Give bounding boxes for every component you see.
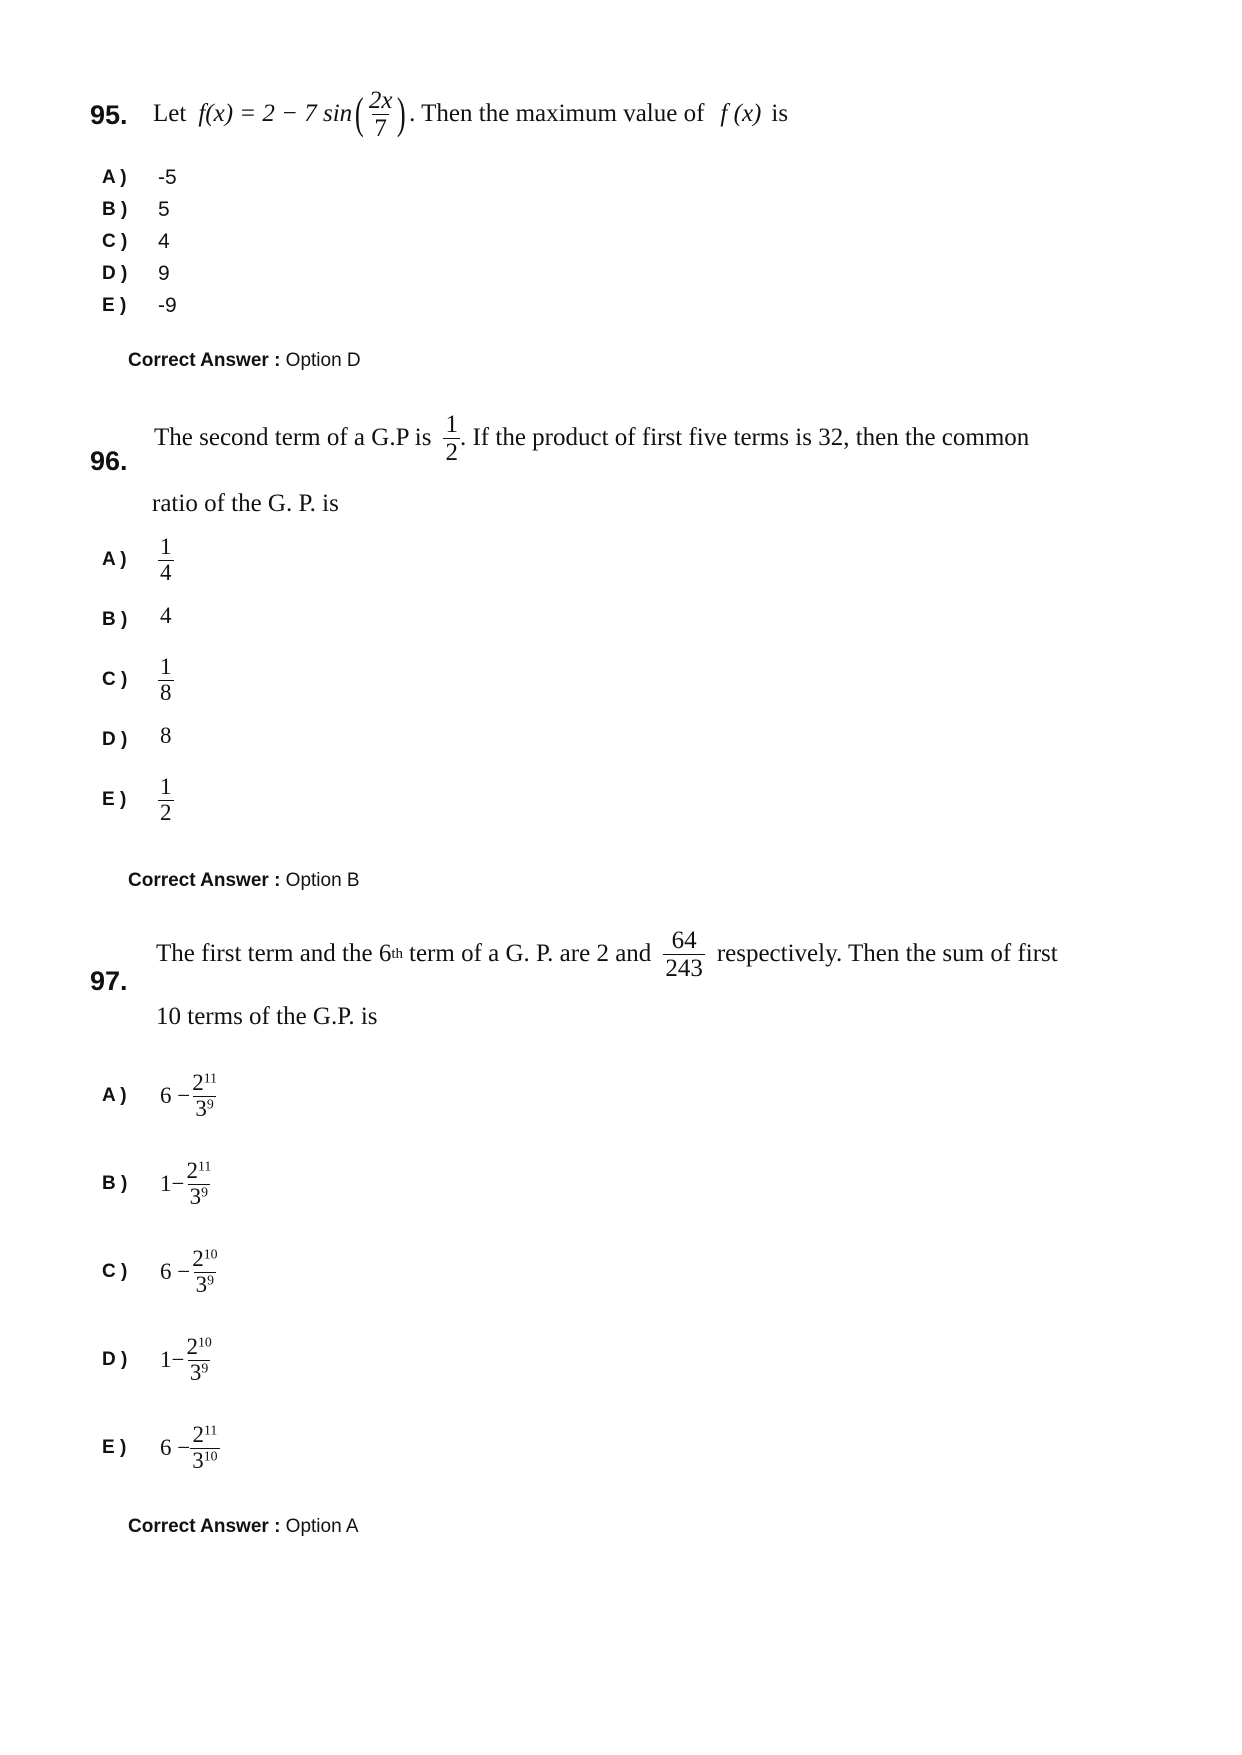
answer-value: Option A <box>285 1516 359 1537</box>
option-text: 9 <box>158 262 170 285</box>
option-b[interactable] <box>102 590 174 650</box>
expr-lead: 1− <box>160 1347 185 1372</box>
option-c[interactable] <box>102 1228 220 1316</box>
frac-num: 1 <box>160 773 172 799</box>
option-d[interactable] <box>102 710 174 770</box>
question-95-number: 95. <box>90 100 128 130</box>
expr-fraction <box>184 1335 213 1386</box>
num-exp: 10 <box>197 1334 212 1350</box>
expr-fraction <box>184 1159 213 1210</box>
q95-function-2: f (x) <box>720 100 762 127</box>
option-a[interactable] <box>102 1052 220 1140</box>
option-letter: D ) <box>102 263 128 284</box>
option-fraction <box>158 535 174 586</box>
q96-frac-den: 2 <box>445 438 458 466</box>
expr-fraction <box>190 1247 219 1298</box>
question-96-number: 96. <box>90 446 128 476</box>
frac-num: 1 <box>160 653 172 679</box>
den-exp: 9 <box>201 1183 209 1199</box>
option-expression <box>160 1071 219 1122</box>
option-text: 5 <box>158 198 170 221</box>
q97-stem-mid: term of a G. P. are 2 and <box>409 940 652 967</box>
option-letter: B ) <box>102 1173 128 1194</box>
q97-frac-den: 243 <box>665 954 703 982</box>
den-exp: 9 <box>207 1271 215 1287</box>
option-letter: A ) <box>102 549 127 570</box>
option-c[interactable] <box>102 226 177 258</box>
option-b[interactable] <box>102 194 177 226</box>
num-base: 2 <box>192 1421 204 1447</box>
option-letter: B ) <box>102 609 128 630</box>
num-exp: 11 <box>203 1422 218 1438</box>
q95-frac-num: 2x <box>368 86 393 114</box>
option-text: 4 <box>158 230 170 253</box>
den-exp: 9 <box>206 1095 214 1111</box>
num-base: 2 <box>186 1157 198 1183</box>
option-c[interactable] <box>102 650 174 710</box>
question-97-number: 97. <box>90 966 128 996</box>
option-letter: A ) <box>102 167 127 188</box>
question-97-stem-line1: The first term and the 6 th term of a G. P. are 2 and $\frac{64}{243}$ respectively. Then the sum of first <box>156 926 1058 982</box>
den-base: 3 <box>189 1183 202 1209</box>
den-base: 3 <box>189 1359 202 1385</box>
option-expression <box>160 1159 213 1210</box>
num-base: 2 <box>192 1069 204 1095</box>
option-letter: C ) <box>102 1261 128 1282</box>
option-letter: A ) <box>102 1085 127 1106</box>
option-text: -9 <box>158 294 177 317</box>
q95-frac-den: 7 <box>374 114 387 142</box>
option-letter: E ) <box>102 295 127 316</box>
question-96-stem-line1 <box>154 406 1029 470</box>
q97-stem-pre: The first term and the 6 <box>156 940 392 967</box>
q95-fraction <box>367 87 395 142</box>
q95-stem-pre: Let <box>153 100 187 127</box>
q97-correct-answer <box>128 1516 359 1538</box>
expr-lead: 1− <box>160 1171 185 1196</box>
q95-options <box>102 162 177 322</box>
q96-options <box>102 530 174 830</box>
expr-lead: 6 − <box>160 1435 191 1460</box>
answer-value: Option D <box>285 350 361 371</box>
option-d[interactable] <box>102 258 177 290</box>
option-fraction <box>158 775 174 826</box>
q97-stem-post: respectively. Then the sum of first <box>716 940 1058 967</box>
option-e[interactable] <box>102 1404 220 1492</box>
question-95-stem <box>153 78 788 150</box>
frac-num: 1 <box>160 533 172 559</box>
answer-label: Correct Answer : <box>128 870 281 891</box>
num-base: 2 <box>192 1245 204 1271</box>
option-e[interactable] <box>102 770 174 830</box>
question-96-stem-line2: ratio of the G. P. is <box>152 490 339 517</box>
option-text: -5 <box>158 166 177 189</box>
option-letter: C ) <box>102 669 128 690</box>
option-expression <box>160 1247 220 1298</box>
expr-lead: 6 − <box>160 1259 191 1284</box>
q95-stem-end: is <box>771 100 789 127</box>
q96-frac-num: 1 <box>445 410 458 438</box>
question-97-stem-line2: 10 terms of the G.P. is <box>156 1003 378 1030</box>
q96-stem-post: . If the product of first five terms is 32, then the common <box>459 424 1030 451</box>
expr-lead: 6 − <box>160 1083 191 1108</box>
option-fraction <box>158 655 174 706</box>
q95-function: f(x) = 2 − 7 sin <box>198 100 353 127</box>
option-letter: E ) <box>102 1437 127 1458</box>
option-letter: C ) <box>102 231 128 252</box>
option-expression <box>160 1423 220 1474</box>
num-exp: 11 <box>203 1070 218 1086</box>
option-letter: B ) <box>102 199 128 220</box>
den-exp: 10 <box>203 1447 218 1463</box>
frac-den: 4 <box>160 559 172 585</box>
answer-label: Correct Answer : <box>128 1516 281 1537</box>
option-expression <box>160 1335 214 1386</box>
q97-fraction <box>663 927 705 982</box>
q97-frac-num: 64 <box>671 926 697 954</box>
expr-fraction <box>190 1423 219 1474</box>
option-b[interactable] <box>102 1140 220 1228</box>
option-text: 4 <box>160 603 172 628</box>
num-exp: 11 <box>197 1158 212 1174</box>
answer-label: Correct Answer : <box>128 350 281 371</box>
q96-fraction <box>443 411 460 466</box>
frac-den: 8 <box>160 679 172 705</box>
option-a[interactable] <box>102 530 174 590</box>
q95-correct-answer <box>128 350 361 372</box>
option-d[interactable] <box>102 1316 220 1404</box>
q96-stem-pre: The second term of a G.P is <box>154 424 432 451</box>
q95-stem-post: . Then the maximum value of <box>409 100 705 127</box>
option-letter: D ) <box>102 1349 128 1370</box>
option-e[interactable] <box>102 290 177 322</box>
right-paren: ) <box>397 89 407 138</box>
den-exp: 9 <box>201 1359 209 1375</box>
q97-options <box>102 1052 220 1492</box>
q96-correct-answer <box>128 870 360 892</box>
option-text: 8 <box>160 723 172 748</box>
den-base: 3 <box>195 1271 208 1297</box>
den-base: 3 <box>192 1447 204 1473</box>
den-base: 3 <box>195 1095 207 1121</box>
option-letter: D ) <box>102 729 128 750</box>
answer-value: Option B <box>285 870 360 891</box>
option-letter: E ) <box>102 789 127 810</box>
frac-den: 2 <box>160 799 172 825</box>
num-base: 2 <box>186 1333 198 1359</box>
option-a[interactable] <box>102 162 177 194</box>
left-paren: ( <box>355 89 364 138</box>
expr-fraction <box>190 1071 219 1122</box>
num-exp: 10 <box>203 1246 218 1262</box>
